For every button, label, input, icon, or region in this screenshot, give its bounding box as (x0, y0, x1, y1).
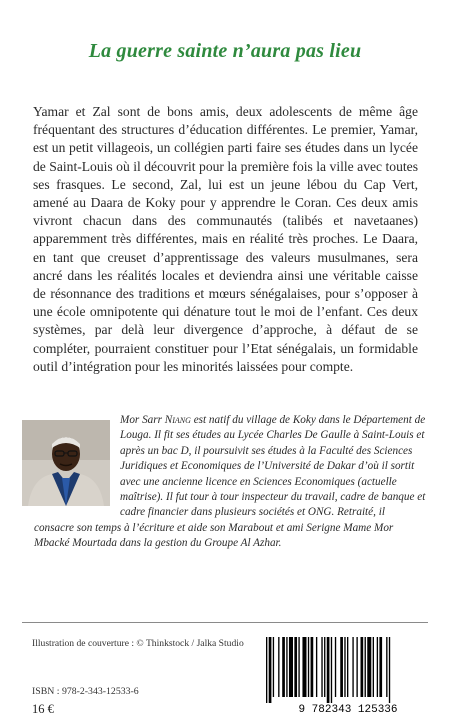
book-title: La guerre sainte n’aura pas lieu (88, 40, 362, 62)
author-bio (34, 413, 426, 552)
barcode-bar (331, 637, 332, 703)
barcode-bar (352, 637, 353, 697)
barcode-bar (356, 637, 357, 697)
barcode-bar (347, 637, 348, 697)
barcode-bar (389, 637, 390, 703)
barcode-bar (273, 637, 274, 697)
author-bio-text: est natif du village de Koky dans le Département de Louga. Il fit ses études au Lycée Charles De Gaulle à Saint-Louis et après un bac D, il poursuivit ses études à la Faculté des Sciences Juridiques et Economiques de l’Université de Dakar d’où il sortit avec une ancienne licence en Sciences Economiques (actuelle maîtrise). Il fut tour à tour inspecteur du travail, cadre de banque et cadre financier dans plusieurs sociétés et ONG. Retraité, il consacre son temps à l’écriture et aide son Marabout et ami Serigne Mame Mor Mbacké Mourtada dans la gestion du Groupe Al Azhar. (34, 414, 426, 550)
barcode-bar (311, 637, 314, 697)
photo-spacer (34, 413, 120, 507)
barcode-bar (266, 637, 267, 703)
barcode-bar (302, 637, 306, 697)
divider (22, 622, 428, 623)
author-last-name: Niang (164, 414, 191, 426)
barcode-bar (377, 637, 378, 697)
summary-text: Yamar et Zal sont de bons amis, deux adolescents de même âge fréquentant des structures d’éducation différentes. Le premier, Yamar, est un petit villageois, un collégien parti faire ses études dans un lycée de Saint-Louis où il découvrit pour la première fois la ville avec toutes ses frasques. Le second, Zal, lui est un jeune lébou du Cap Vert, amené au Daara de Koky pour y apprendre le Coran. Ces deux amis vivront chacun dans des communautés (talibés et navetaanes) apparemment très différentes, mais en réalité très proches. Le Daara, en tant que creuset d’apprentissage des valeurs musulmanes, sera ancré dans les réalités locales et deviendra ainsi une véritable caisse de résonnance des traditions et mœurs sénégalaises, pour s’opposer à une école omnipotente qui dénature tout le moi de l’enfant. Ces deux systèmes, par delà leur divergence d’approche, à défaut de se compléter, pourraient constituer pour l’Etat sénégalais, un formidable outil d’intégration pour les minorités laissées pour compte. (33, 104, 418, 374)
barcode-bar (335, 637, 336, 697)
barcode-bar (316, 637, 317, 697)
price: 16 € (32, 702, 54, 716)
author-first-name: Mor Sarr (120, 414, 162, 426)
barcode-digits: 9 782343 125336 (298, 704, 398, 715)
barcode-bar (373, 637, 374, 697)
barcode-bar (308, 637, 309, 697)
illustration-credit: Illustration de couverture : © Thinkstock / Jalka Studio (32, 638, 244, 649)
barcode-bar (278, 637, 279, 697)
barcode-bar (321, 637, 322, 697)
barcode-bar (340, 637, 343, 697)
barcode-bar (344, 637, 345, 697)
barcode-bar (367, 637, 371, 697)
barcode-icon (252, 633, 440, 715)
isbn: ISBN : 978-2-343-12533-6 (32, 686, 139, 697)
barcode-bar (286, 637, 287, 697)
barcode-bar (365, 637, 366, 697)
barcode-bar (298, 637, 299, 697)
barcode-bar (269, 637, 272, 703)
barcode-bar (289, 637, 293, 697)
barcode-bar (327, 637, 330, 703)
barcode-bar (386, 637, 387, 697)
barcode-bar (361, 637, 364, 697)
barcode-bar (282, 637, 285, 697)
barcode-bar (379, 637, 382, 697)
barcode-bar (294, 637, 297, 697)
barcode-bar (324, 637, 325, 697)
